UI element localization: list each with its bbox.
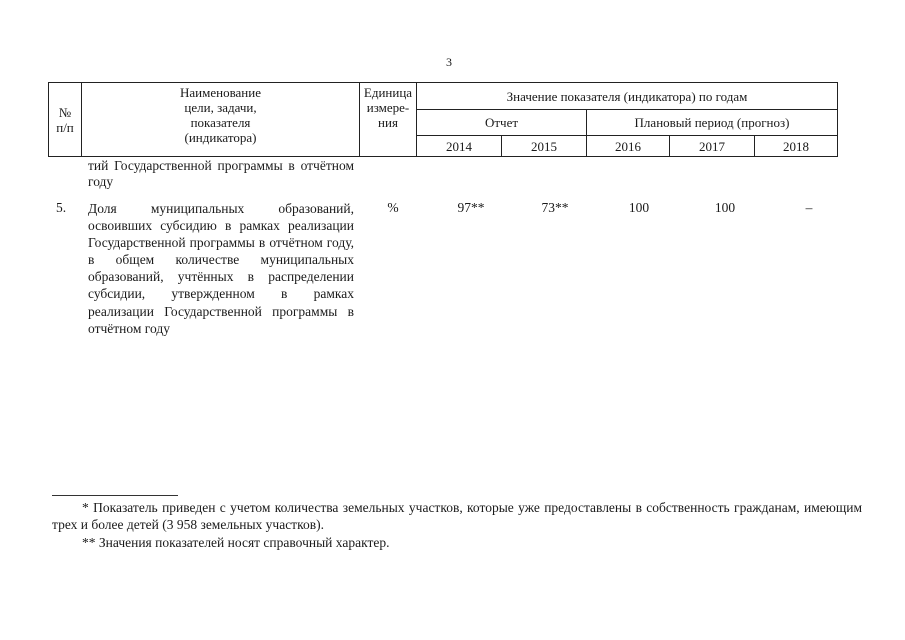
value-2017: 100 <box>714 200 736 215</box>
header-unit-cell <box>360 83 417 157</box>
header-unit-line-3: ния <box>378 115 398 130</box>
footnote-1: * Показатель приведен с учетом количества земельных участков, которые уже предоставлены в собственность гражданам, имеющим трех и более детей (3 958 земельных участков). <box>52 500 862 532</box>
header-year-2017: 2017 <box>670 136 755 157</box>
header-num-line-2: п/п <box>56 119 74 135</box>
value-2016: 100 <box>628 200 650 215</box>
header-name-line-1: Наименование <box>180 85 261 100</box>
header-plan-label: Плановый период (прогноз) <box>587 110 838 136</box>
footnote-separator <box>52 495 178 496</box>
header-num-cell <box>49 83 82 157</box>
continued-indicator-name: тий Государственной программы в отчётном году <box>88 158 354 190</box>
row-number: 5. <box>56 200 67 215</box>
table-header <box>48 82 838 157</box>
value-2014: 97** <box>457 200 485 215</box>
header-unit-line-2: измере- <box>366 100 410 115</box>
header-name-cell <box>82 83 360 157</box>
header-year-2016: 2016 <box>587 136 670 157</box>
value-2015: 73** <box>541 200 569 215</box>
header-values-title: Значение показателя (индикатора) по годам <box>417 83 838 110</box>
header-num-line-1: № <box>58 104 72 120</box>
header-unit-line-1: Единица <box>363 85 413 100</box>
page-number: 3 <box>446 55 452 69</box>
header-name-line-3: показателя <box>190 115 251 130</box>
header-name-line-4: (индикатора) <box>184 130 257 145</box>
value-2018: – <box>805 200 813 215</box>
header-year-2015: 2015 <box>502 136 587 157</box>
header-year-2014: 2014 <box>417 136 502 157</box>
header-name-line-2: цели, задачи, <box>184 100 257 115</box>
indicator-unit: % <box>387 200 399 215</box>
indicator-name: Доля муниципальных образований, освоивших субсидию в рамках реализации Государственной программы в отчётном году, в общем количестве муниципальных образований, учтённых в распределении субсидии, утвержденном в рамках реализации Государственной программы в отчётном году <box>88 201 354 336</box>
footnote-2: ** Значения показателей носят справочный характер. <box>82 535 390 550</box>
header-report-label: Отчет <box>417 110 587 136</box>
header-year-2018: 2018 <box>755 136 838 157</box>
